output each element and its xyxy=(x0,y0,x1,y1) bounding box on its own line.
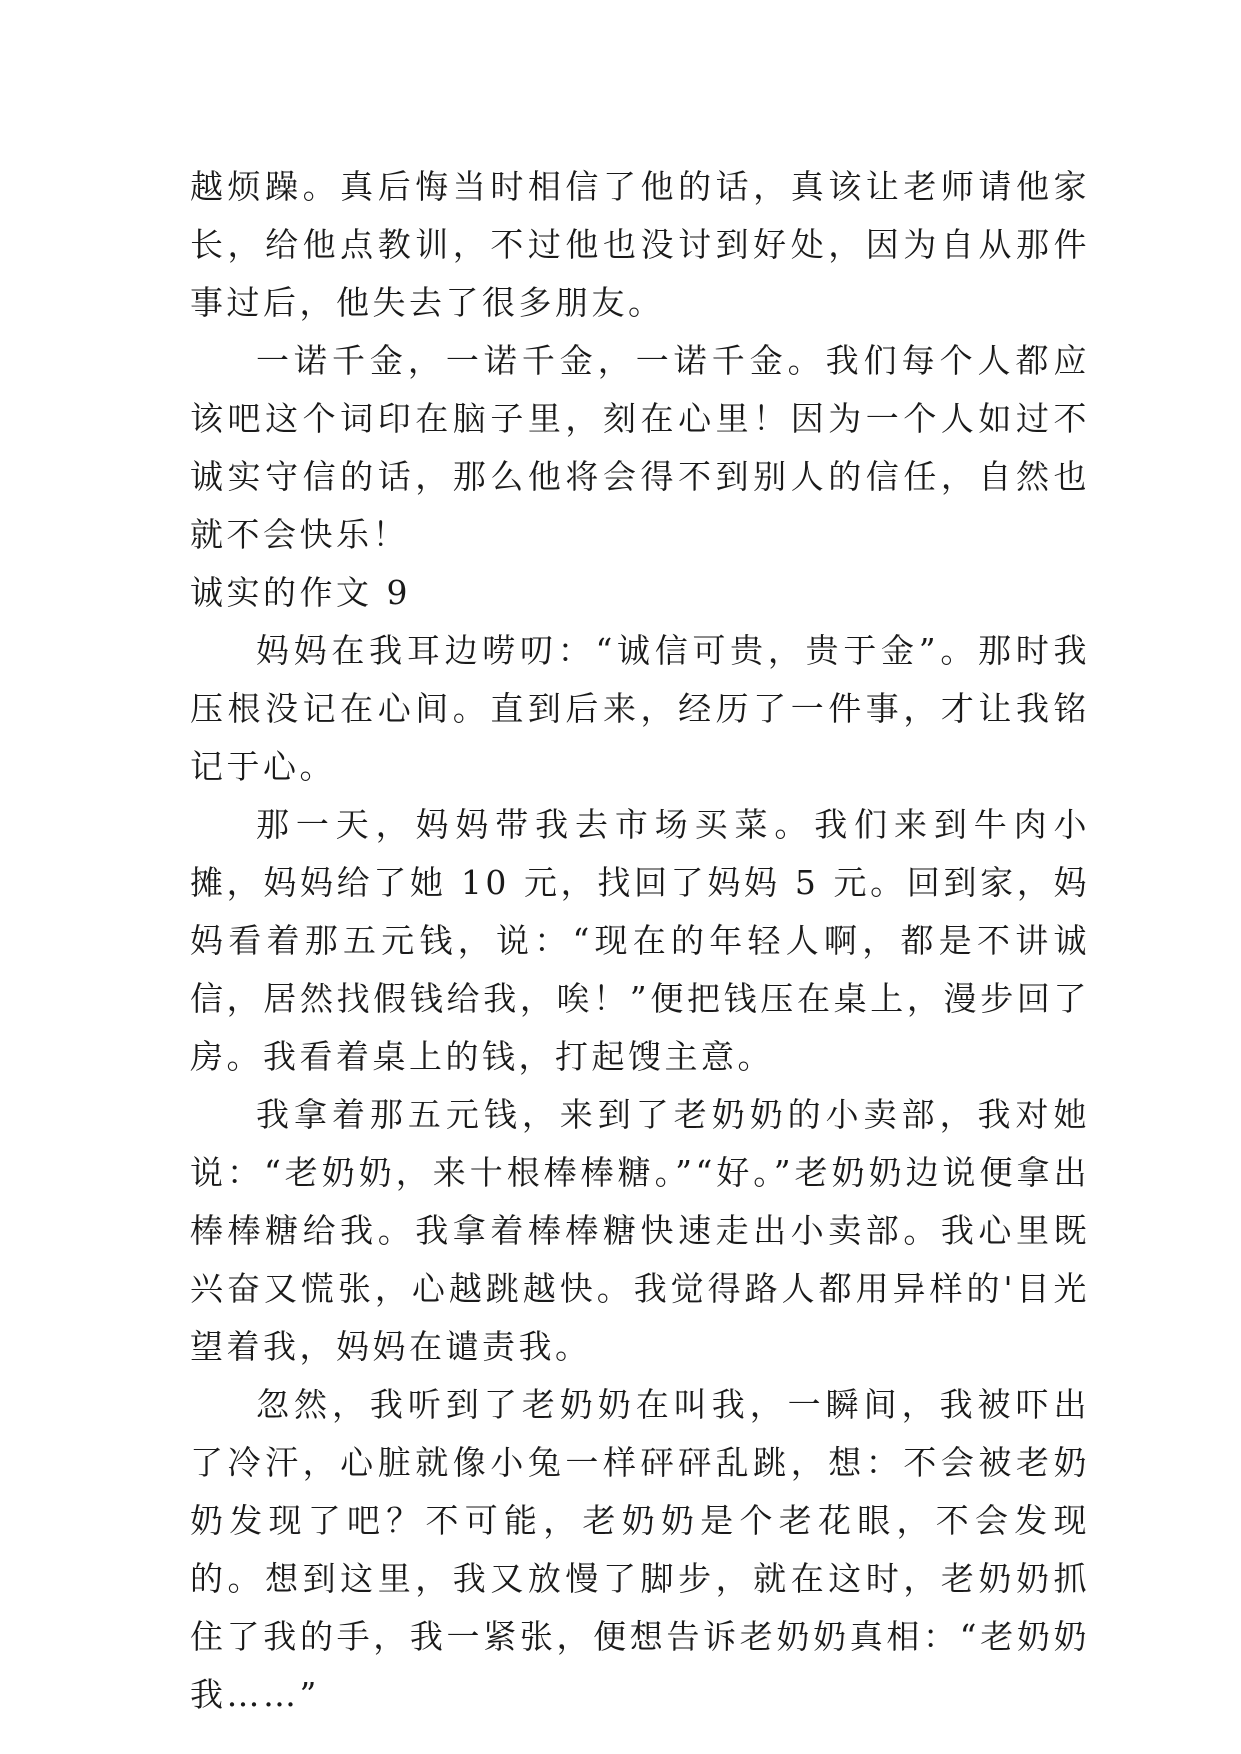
paragraph-promise: 一诺千金，一诺千金，一诺千金。我们每个人都应该吧这个词印在脑子里，刻在心里！因为一个人如过不诚实守信的话，那么他将会得不到别人的信任，自然也就不会快乐！ xyxy=(190,341,1090,554)
paragraph-mother-nagging: 妈妈在我耳边唠叨：“诚信可贵，贵于金”。那时我压根没记在心间。直到后来，经历了一件事，才让我铭记于心。 xyxy=(190,631,1090,786)
essay-heading: 诚实的作文 9 xyxy=(190,573,411,612)
paragraph-candy-shop: 我拿着那五元钱，来到了老奶奶的小卖部，我对她说：“老奶奶，来十根棒棒糖。”“好。”老奶奶边说便拿出棒棒糖给我。我拿着棒棒糖快速走出小卖部。我心里既兴奋又慌张，心越跳越快。我觉得路人都用异样的'目光望着我，妈妈在谴责我。 xyxy=(190,1095,1090,1366)
paragraph-continued: 越烦躁。真后悔当时相信了他的话，真该让老师请他家长，给他点教训，不过他也没讨到好处，因为自从那件事过后，他失去了很多朋友。 xyxy=(190,167,1090,322)
document-body xyxy=(190,158,1090,1724)
paragraph-caught: 忽然，我听到了老奶奶在叫我，一瞬间，我被吓出了冷汗，心脏就像小兔一样砰砰乱跳，想：不会被老奶奶发现了吧？不可能，老奶奶是个老花眼，不会发现的。想到这里，我又放慢了脚步，就在这时，老奶奶抓住了我的手，我一紧张，便想告诉老奶奶真相：“老奶奶我……” xyxy=(190,1385,1090,1714)
paragraph-market: 那一天，妈妈带我去市场买菜。我们来到牛肉小摊，妈妈给了她 10 元，找回了妈妈 5 元。回到家，妈妈看着那五元钱，说：“现在的年轻人啊，都是不讲诚信，居然找假钱给我，唉！”便把钱压在桌上，漫步回了房。我看着桌上的钱，打起馊主意。 xyxy=(190,805,1090,1076)
